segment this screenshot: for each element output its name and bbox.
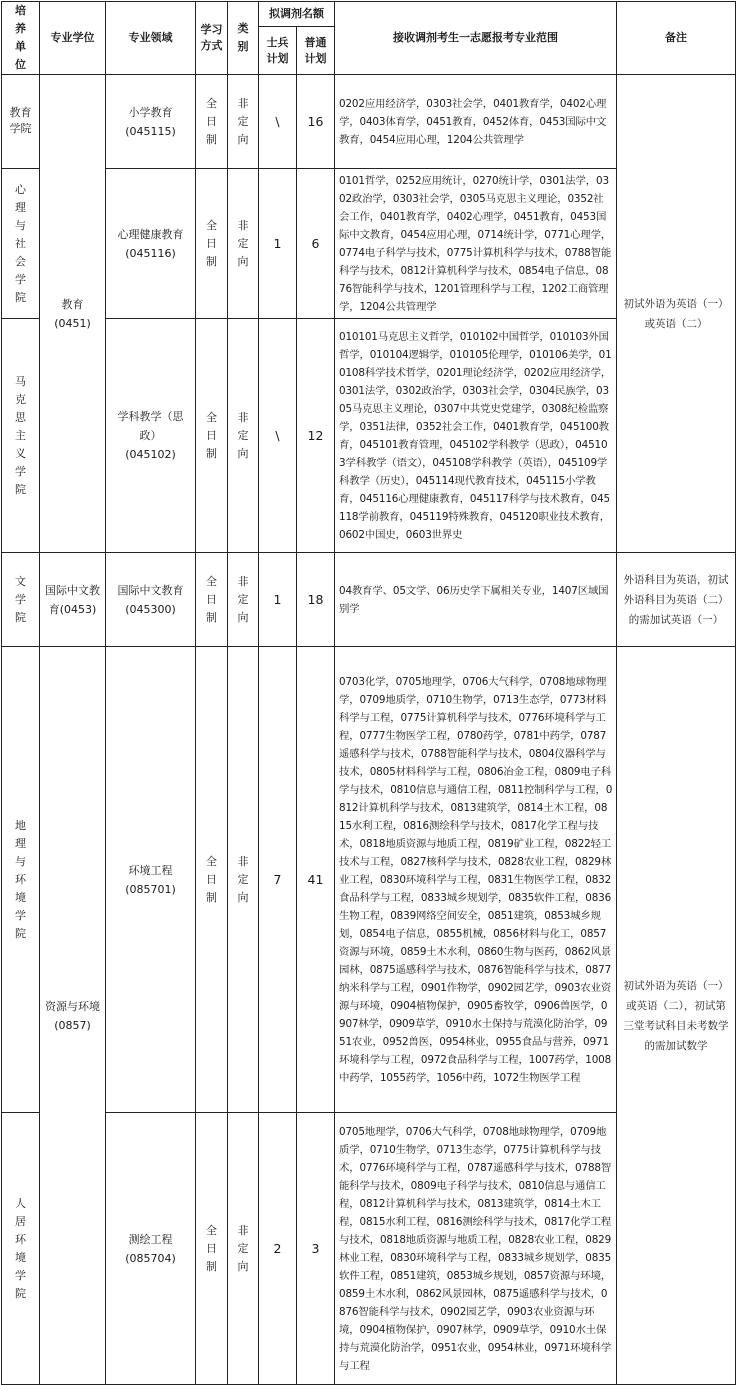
adjustment-table (1, 1, 736, 1385)
degree-chinese: 国际中文教育(0453) (40, 553, 106, 647)
row-field: 学科教学（思政） (045102) (106, 319, 196, 553)
row-field: 小学教育 (045115) (106, 75, 196, 169)
header-soldier: 士兵计划 (259, 27, 297, 75)
row-mode: 全日制 (196, 1113, 228, 1385)
row-soldier: \ (259, 319, 297, 553)
row-field: 测绘工程 (085704) (106, 1113, 196, 1385)
header-field: 专业领域 (106, 2, 196, 75)
header-type: 类别 (228, 2, 259, 75)
header-normal: 普通计划 (297, 27, 335, 75)
header-quota: 拟调剂名额 (259, 2, 335, 27)
row-scope: 0101哲学，0252应用统计，0270统计学，0301法学，0302政治学，0303社会学，0305马克思主义理论，0352社会工作，0401教育学，0402心理学，0451教育，0453国际中文教育，0454应用心理，0714统计学，0771心理学，0774电子科学与技术，0775计算机科学与技术，0788智能科学与技术，0812计算机科学与技术，0854电子信息，0876智能科学与技术，1201管理科学与工程，1202工商管理学，1204公共管理学 (335, 169, 617, 319)
remark-3: 初试外语为英语（一）或英语（二），初试第三堂考试科目未考数学的需加试数学 (617, 647, 736, 1385)
table-row (2, 553, 736, 647)
row-soldier: 2 (259, 1113, 297, 1385)
table-row (2, 75, 736, 169)
row-soldier: \ (259, 75, 297, 169)
header-scope: 接收调剂考生一志愿报考专业范围 (335, 2, 617, 75)
row-unit: 马克思主义学院 (2, 319, 40, 553)
row-scope: 0703化学，0705地理学，0706大气科学，0708地球物理学，0709地质学，0710生物学，0713生态学，0773材料科学与工程，0775计算机科学与技术，0776环境科学与工程，0777生物医学工程，0780药学，0781中药学，0787遥感科学与技术，0788智能科学与技术，0804仪器科学与技术，0805材料科学与工程，0806冶金工程，0809电子科学与技术，0810信息与通信工程，0811控制科学与工程，0812计算机科学与技术，0813建筑学，0814土木工程，0815水利工程，0816测绘科学与技术，0817化学工程与技术，0818地质资源与地质工程，0819矿业工程，0822轻工技术与工程，0827核科学与技术，0828农业工程，0829林业工程，0830环境科学与工程，0831生物医学工程，0832食品科学与工程，0833城乡规划学，0835软件工程，0836生物工程，0839网络空间安全，0851建筑，0853城乡规划，0854电子信息，0855机械，0856材料与化工，0857资源与环境，0859土木水利，0860生物与医药，0862风景园林，0875遥感科学与技术，0876智能科学与技术，0877纳米科学与工程，0901作物学，0902园艺学，0903农业资源与环境，0904植物保护，0905畜牧学，0906兽医学，0907林学，0909草学，0910水土保持与荒漠化防治学，0951农业，0952兽医，0954林业，0955食品与营养，0971环境科学与工程，0972食品科学与工程，1007药学，1008中药学，1055药学，1056中药，1072生物医学工程 (335, 647, 617, 1113)
header-unit: 培养单位 (2, 2, 40, 75)
row-field: 国际中文教育 (045300) (106, 553, 196, 647)
row-type: 非定向 (228, 1113, 259, 1385)
header-row-1 (2, 2, 736, 27)
row-unit: 地理与环境学院 (2, 647, 40, 1113)
row-type: 非定向 (228, 75, 259, 169)
row-normal: 41 (297, 647, 335, 1113)
header-degree: 专业学位 (40, 2, 106, 75)
row-normal: 12 (297, 319, 335, 553)
row-type: 非定向 (228, 553, 259, 647)
row-unit: 心理与社会学院 (2, 169, 40, 319)
row-mode: 全日制 (196, 169, 228, 319)
row-mode: 全日制 (196, 647, 228, 1113)
row-unit: 文学院 (2, 553, 40, 647)
row-normal: 6 (297, 169, 335, 319)
row-scope: 0705地理学，0706大气科学，0708地球物理学，0709地质学，0710生物学，0713生态学，0775计算机科学与技术，0776环境科学与工程，0787遥感科学与技术，0788智能科学与技术，0809电子科学与技术，0810信息与通信工程，0812计算机科学与技术，0813建筑学，0814土木工程，0815水利工程，0816测绘科学与技术，0817化学工程与技术，0818地质资源与地质工程，0828农业工程，0829林业工程，0830环境科学与工程，0833城乡规划学，0835软件工程，0851建筑，0853城乡规划，0857资源与环境，0859土木水利，0862风景园林，0875遥感科学与技术，0876智能科学与技术，0902园艺学，0903农业资源与环境，0904植物保护，0907林学，0909草学，0910水土保持与荒漠化防治学，0951农业，0954林业，0971环境科学与工程 (335, 1113, 617, 1385)
row-unit: 人居环境学院 (2, 1113, 40, 1385)
row-type: 非定向 (228, 647, 259, 1113)
row-mode: 全日制 (196, 553, 228, 647)
row-scope: 04教育学、05文学、06历史学下属相关专业，1407区域国别学 (335, 553, 617, 647)
row-soldier: 1 (259, 169, 297, 319)
row-unit: 教育学院 (2, 75, 40, 169)
header-mode: 学习方式 (196, 2, 228, 75)
row-soldier: 7 (259, 647, 297, 1113)
row-scope: 010101马克思主义哲学，010102中国哲学，010103外国哲学，010104逻辑学，010105伦理学，010106美学，010108科学技术哲学，0201理论经济学，0202应用经济学，0301法学，0302政治学，0303社会学，0304民族学，0305马克思主义理论，0307中共党史党建学，0308纪检监察学，0351法律，0352社会工作，0401教育学，045100教育，045101教育管理，045102学科教学（思政），045103学科教学（语文），045108学科教学（英语），045109学科教学（历史），045114现代教育技术，045115小学教育，045116心理健康教育，045117科学与技术教育，045118学前教育，045119特殊教育，045120职业技术教育，0602中国史，0603世界史 (335, 319, 617, 553)
row-normal: 3 (297, 1113, 335, 1385)
degree-education: 教育(0451) (40, 75, 106, 553)
row-field: 环境工程 (085701) (106, 647, 196, 1113)
header-remark: 备注 (617, 2, 736, 75)
row-mode: 全日制 (196, 75, 228, 169)
row-mode: 全日制 (196, 319, 228, 553)
row-scope: 0202应用经济学，0303社会学，0401教育学，0402心理学，0403体育学，0451教育，0452体育，0453国际中文教育，0454应用心理，1204公共管理学 (335, 75, 617, 169)
row-type: 非定向 (228, 319, 259, 553)
remark-2: 外语科目为英语，初试外语科目为英语（二）的需加试英语（一） (617, 553, 736, 647)
row-normal: 18 (297, 553, 335, 647)
table-row (2, 647, 736, 1113)
remark-1: 初试外语为英语（一）或英语（二） (617, 75, 736, 553)
row-normal: 16 (297, 75, 335, 169)
row-field: 心理健康教育 (045116) (106, 169, 196, 319)
row-soldier: 1 (259, 553, 297, 647)
degree-env: 资源与环境(0857) (40, 647, 106, 1385)
row-type: 非定向 (228, 169, 259, 319)
